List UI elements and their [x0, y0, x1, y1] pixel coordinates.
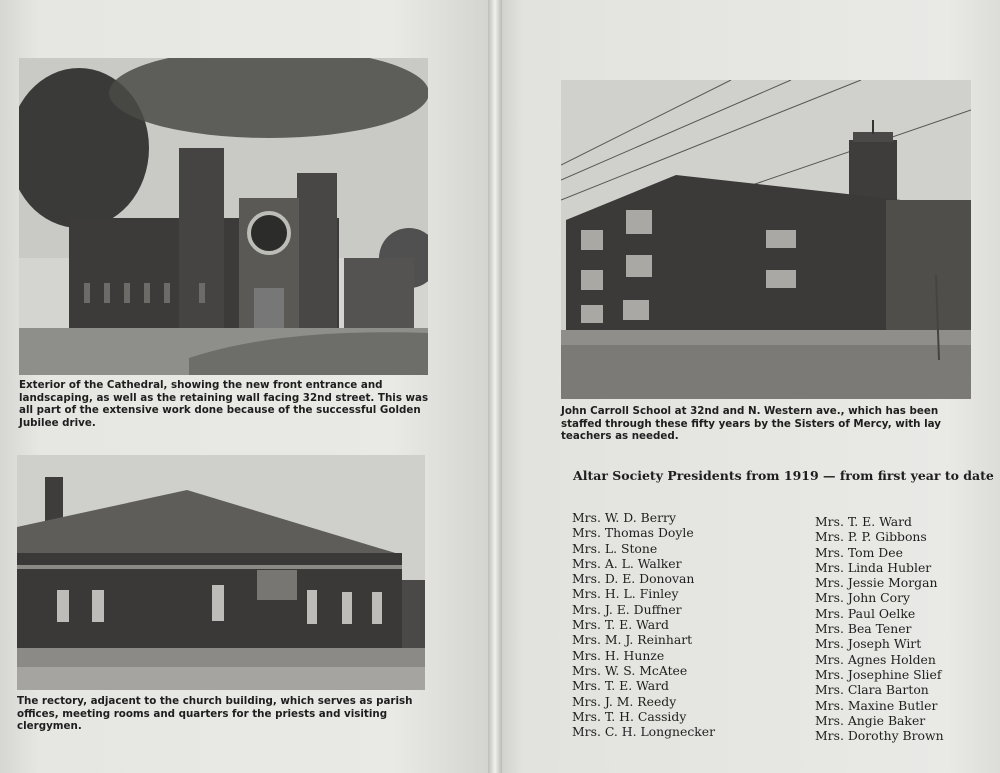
- president-name: Mrs. T. H. Cassidy: [572, 708, 687, 724]
- president-name: Mrs. John Cory: [815, 590, 911, 606]
- presidents-column-2: [815, 514, 944, 743]
- president-name: Mrs. D. E. Donovan: [572, 571, 695, 587]
- president-name: Mrs. Linda Hubler: [815, 559, 932, 575]
- president-name: Mrs. L. Stone: [572, 540, 658, 556]
- school-caption: John Carroll School at 32nd and N. Western ave., which has been staffed through these fifty years by the Sisters of Mercy, with lay teachers as needed.: [561, 405, 941, 442]
- rectory-photo: [17, 455, 425, 690]
- president-name: Mrs. P. P. Gibbons: [815, 529, 927, 545]
- president-name: Mrs. T. E. Ward: [815, 514, 912, 529]
- president-name: Mrs. A. L. Walker: [572, 555, 682, 571]
- president-name: Mrs. Angie Baker: [815, 712, 926, 728]
- president-name: Mrs. H. Hunze: [572, 647, 665, 663]
- president-name: Mrs. Maxine Butler: [815, 697, 938, 713]
- school-photo: [561, 80, 971, 399]
- cathedral-photo: [19, 58, 428, 375]
- president-name: Mrs. Jessie Morgan: [815, 575, 938, 591]
- president-name: Mrs. Joseph Wirt: [815, 636, 922, 652]
- rectory-caption: The rectory, adjacent to the church building, which serves as parish offices, meeting rooms and quarters for the priests and visiting clergymen.: [17, 695, 413, 732]
- president-name: Mrs. Agnes Holden: [815, 651, 936, 667]
- president-name: Mrs. Dorothy Brown: [815, 728, 944, 744]
- presidents-column-1: [572, 510, 715, 739]
- president-name: Mrs. Paul Oelke: [815, 605, 916, 621]
- president-name: Mrs. Tom Dee: [815, 544, 903, 560]
- president-name: Mrs. W. S. McAtee: [572, 662, 688, 678]
- president-name: Mrs. Bea Tener: [815, 621, 912, 637]
- president-name: Mrs. Josephine Slief: [815, 666, 942, 682]
- president-name: Mrs. M. J. Reinhart: [572, 632, 693, 648]
- president-name: Mrs. W. D. Berry: [572, 510, 676, 525]
- president-name: Mrs. J. E. Duffner: [572, 601, 682, 617]
- president-name: Mrs. Clara Barton: [815, 682, 929, 698]
- president-name: Mrs. C. H. Longnecker: [572, 724, 716, 740]
- president-name: Mrs. J. M. Reedy: [572, 693, 677, 709]
- president-name: Mrs. H. L. Finley: [572, 586, 679, 602]
- altar-society-heading: Altar Society Presidents from 1919 — from first year to date: [573, 468, 994, 483]
- cathedral-caption: Exterior of the Cathedral, showing the new front entrance and landscaping, as well as the retaining wall facing 32nd street. This was all part of the extensive work done because of the successful Golden Jubilee drive.: [19, 379, 429, 429]
- book-gutter: [488, 0, 502, 773]
- president-name: Mrs. Thomas Doyle: [572, 525, 694, 541]
- president-name: Mrs. T. E. Ward: [572, 617, 669, 633]
- president-name: Mrs. T. E. Ward: [572, 678, 669, 694]
